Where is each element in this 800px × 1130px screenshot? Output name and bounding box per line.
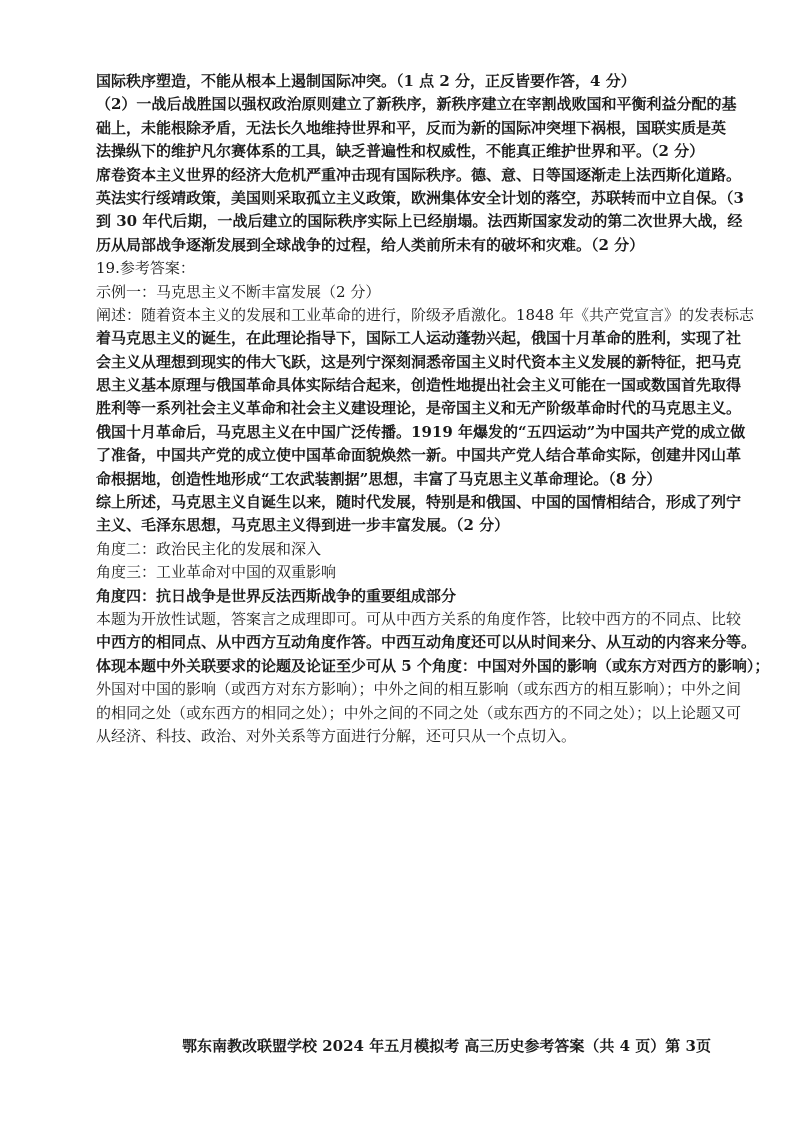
text-line: （2）一战后战胜国以强权政治原则建立了新秩序，新秩序建立在宰割战败国和平衡利益分配的基 [96,95,737,114]
angle-heading: 角度四：抗日战争是世界反法西斯战争的重要组成部分 [96,586,457,605]
text-line: 本题为开放性试题，答案言之成理即可。可从中西方关系的角度作答，比较中西方的不同点、比较 [96,609,742,628]
text-line: 国际秩序塑造，不能从根本上遏制国际冲突。（1 点 2 分，正反皆要作答，4 分） [96,72,636,90]
text-line: 体现本题中外关联要求的论题及论证至少可从 5 个角度：中国对外国的影响（或东方对西方的影响）； [96,656,770,675]
text-line: 础上，未能根除矛盾，无法长久地维持世界和平，反而为新的国际冲突埋下祸根，国联实质是英 [96,118,727,137]
text-line: 胜利等一系列社会主义革命和社会主义建设理论，是帝国主义和无产阶级革命时代的马克思主义。 [96,399,742,418]
text-line: 席卷资本主义世界的经济大危机严重冲击现有国际秩序。德、意、日等国逐渐走上法西斯化道路。 [96,165,742,184]
text-line: 法操纵下的维护凡尔赛体系的工具，缺乏普遍性和权威性，不能真正维护世界和平。（2 分） [96,142,705,161]
text-line: 示例一：马克思主义不断丰富发展（2 分） [96,282,381,301]
angle-heading: 角度三：工业革命对中国的双重影响 [96,563,337,582]
answer-body [96,70,774,748]
text-line: 综上所述，马克思主义自诞生以来，随时代发展，特别是和俄国、中国的国情相结合，形成了列宁 [96,493,742,512]
text-line: 命根据地，创造性地形成“工农武装割据”思想，丰富了马克思主义革命理论。（8 分） [96,469,662,488]
text-line: 了准备，中国共产党的成立使中国革命面貌焕然一新。中国共产党人结合革命实际，创建井冈山革 [96,446,742,465]
text-line: 中西方的相同点、从中西方互动角度作答。中西互动角度还可以从时间来分、从互动的内容来分等。 [96,633,757,652]
text-line: 阐述：随着资本主义的发展和工业革命的进行，阶级矛盾激化。1848 年《共产党宣言》的发表标志 [96,305,754,324]
text-line: 思主义基本原理与俄国革命具体实际结合起来，创造性地提出社会主义可能在一国或数国首先取得 [96,376,742,395]
text-line: 会主义从理想到现实的伟大飞跃，这是列宁深刻洞悉帝国主义时代资本主义发展的新特征，把马克 [96,352,742,371]
text-line: 到 30 年代后期，一战后建立的国际秩序实际上已经崩塌。法西斯国家发动的第二次世界大战，经 [96,212,743,231]
angle-heading: 角度二：政治民主化的发展和深入 [96,539,322,558]
text-line: 从经济、科技、政治、对外关系等方面进行分解，还可只从一个点切入。 [96,726,577,745]
text-line: 俄国十月革命后，马克思主义在中国广泛传播。1919 年爆发的“五四运动”为中国共产党的成立做 [96,422,746,441]
text-line: 外国对中国的影响（或西方对东方影响）；中外之间的相互影响（或东西方的相互影响）；中外之间 [96,680,742,699]
text-line: 英法实行绥靖政策，美国则采取孤立主义政策，欧洲集体安全计划的落空，苏联转而中立自保。（3 [96,188,744,207]
text-line: 的相同之处（或东西方的相同之处）；中外之间的不同之处（或东西方的不同之处）；以上论题又可 [96,703,742,722]
question-heading: 19.参考答案： [96,259,195,278]
text-line: 历从局部战争逐渐发展到全球战争的过程，给人类前所未有的破坏和灾难。（2 分） [96,235,645,254]
page-footer: 鄂东南教改联盟学校 2024 年五月模拟考 高三历史参考答案（共 4 页）第 3页 [182,1037,711,1055]
text-line: 主义、毛泽东思想，马克思主义得到进一步丰富发展。（2 分） [96,516,510,535]
text-line: 着马克思主义的诞生，在此理论指导下，国际工人运动蓬勃兴起，俄国十月革命的胜利，实现了社 [96,329,742,348]
